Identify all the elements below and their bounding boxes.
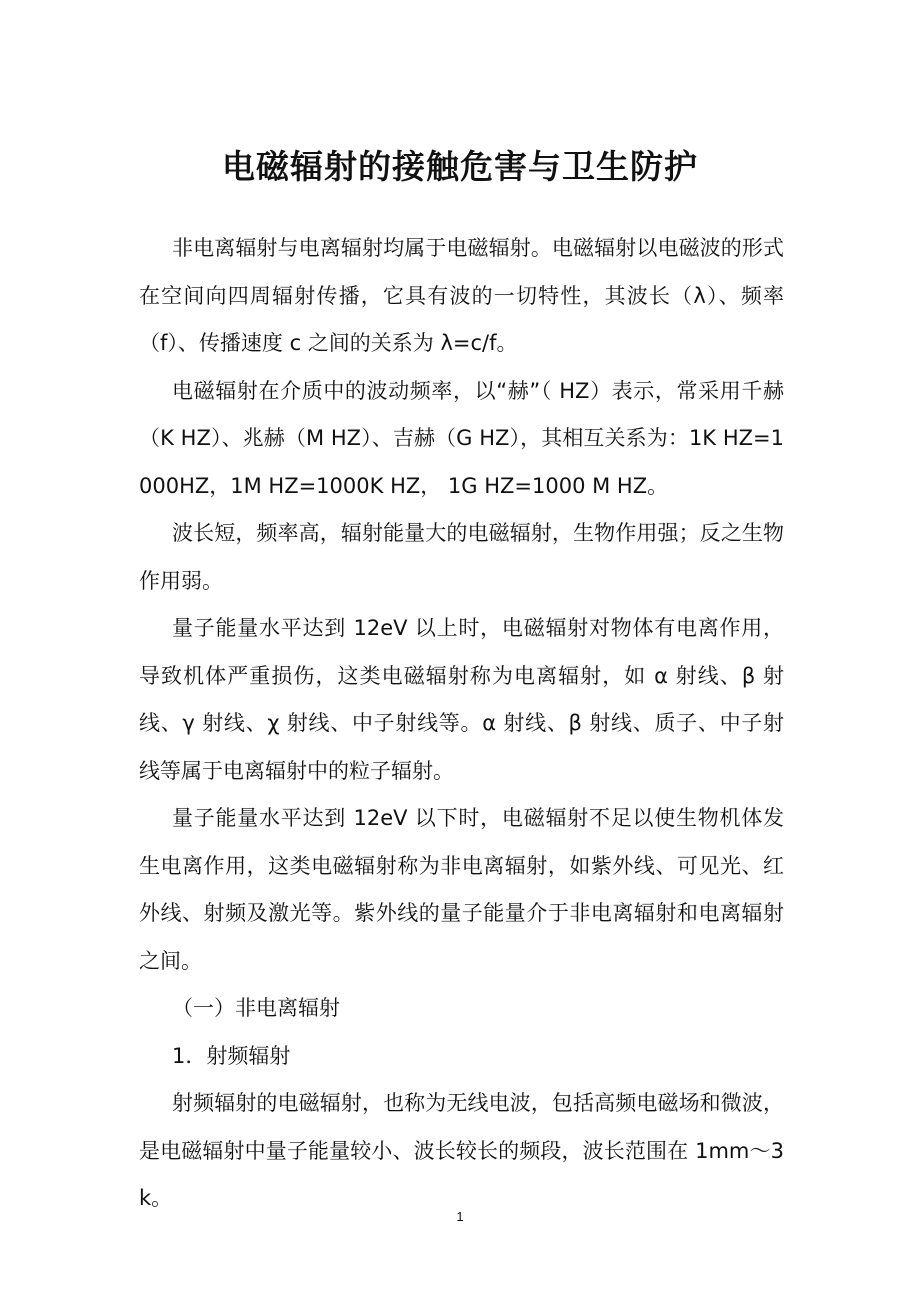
paragraph-frequency-units: 电磁辐射在介质中的波动频率，以“赫”（ HZ）表示，常采用千赫（K HZ）、兆赫（M HZ）、吉赫（G HZ），其相互关系为：1K HZ=1000HZ，1M HZ=1000K HZ， 1G HZ=1000 M HZ。	[139, 378, 784, 498]
paragraph-non-ionizing-radiation: 量子能量水平达到 12eV 以下时，电磁辐射不足以使生物机体发生电离作用，这类电磁辐射称为非电离辐射，如紫外线、可见光、红外线、射频及激光等。紫外线的量子能量介于非电离辐射和电离辐射之间。	[139, 806, 784, 973]
paragraph-em-radiation-definition: 非电离辐射与电离辐射均属于电磁辐射。电磁辐射以电磁波的形式在空间向四周辐射传播，它具有波的一切特性，其波长（λ）、频率（f）、传播速度 c 之间的关系为 λ=c/f。	[139, 236, 784, 355]
subsection-heading: 1．射频辐射	[172, 1043, 291, 1068]
document-title: 电磁辐射的接触危害与卫生防护	[222, 147, 698, 186]
section-heading: （一）非电离辐射	[172, 996, 340, 1020]
paragraph-radio-frequency: 射频辐射的电磁辐射，也称为无线电波，包括高频电磁场和微波，是电磁辐射中量子能量较小、波长较长的频段，波长范围在 1mm～3k。	[139, 1091, 784, 1210]
paragraph-wavelength-effect: 波长短，频率高，辐射能量大的电磁辐射，生物作用强；反之生物作用弱。	[139, 521, 784, 593]
page-number: 1	[456, 1209, 464, 1224]
paragraph-ionizing-radiation: 量子能量水平达到 12eV 以上时，电磁辐射对物体有电离作用，导致机体严重损伤，这类电磁辐射称为电离辐射，如 α 射线、β 射线、γ 射线、χ 射线、中子射线等。α 射线、β 射线、质子、中子射线等属于电离辐射中的粒子辐射。	[139, 616, 784, 783]
document-body	[139, 225, 784, 1223]
